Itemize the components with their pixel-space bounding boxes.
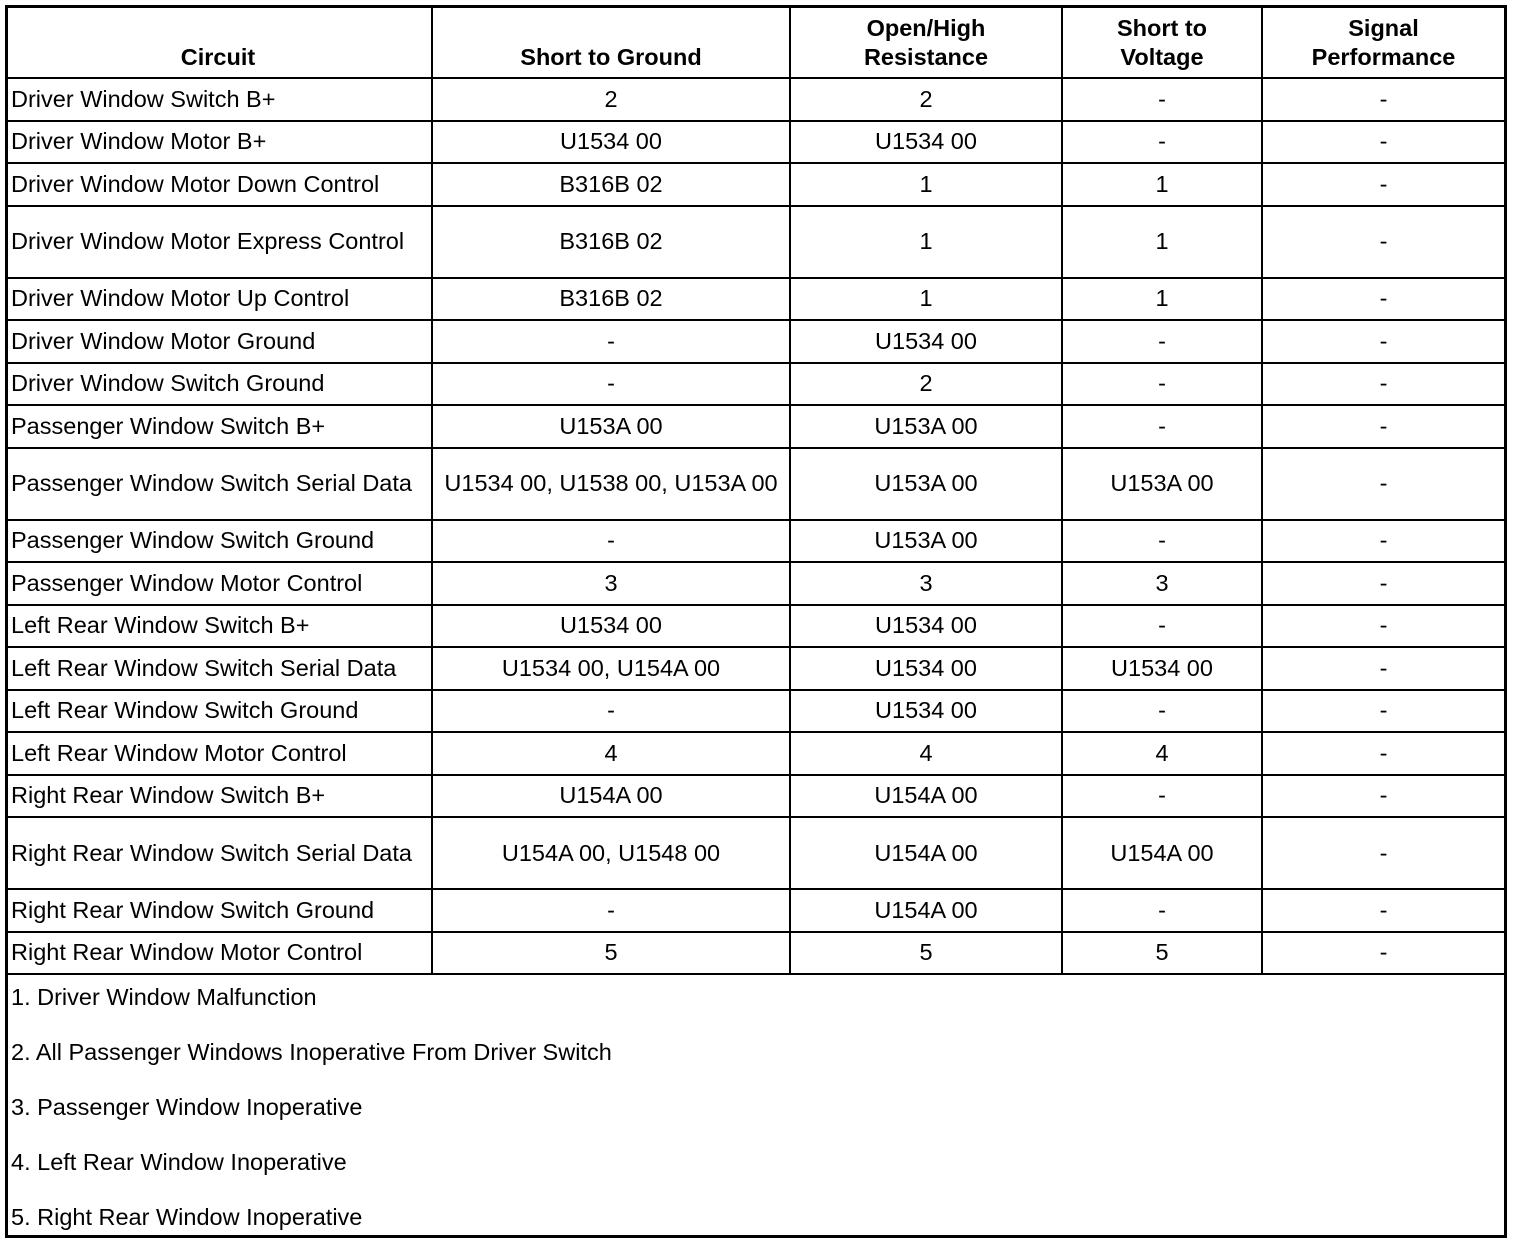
cell-circuit: Passenger Window Switch Ground (5, 520, 432, 563)
cell-short-to-ground: U1534 00, U154A 00 (432, 647, 790, 690)
cell-circuit: Driver Window Motor B+ (5, 121, 432, 164)
header-short-to-voltage-line2: Voltage (1120, 44, 1204, 70)
cell-short-to-voltage: - (1062, 690, 1262, 733)
cell-signal-performance: - (1262, 363, 1504, 406)
header-short-to-ground-text: Short to Ground (520, 44, 702, 70)
cell-open-high: U153A 00 (790, 520, 1062, 563)
cell-signal-performance: - (1262, 889, 1504, 932)
header-open-high-resistance (790, 5, 1062, 78)
cell-open-high: U153A 00 (790, 405, 1062, 448)
header-signal-line2: Performance (1311, 44, 1456, 70)
cell-signal-performance: - (1262, 647, 1504, 690)
cell-signal-performance: - (1262, 690, 1504, 733)
cell-circuit: Right Rear Window Switch B+ (5, 775, 432, 818)
cell-open-high: 4 (790, 732, 1062, 775)
table-row (5, 405, 1504, 448)
cell-circuit: Driver Window Switch Ground (5, 363, 432, 406)
cell-open-high: U1534 00 (790, 605, 1062, 648)
table-row (5, 732, 1504, 775)
table-row (5, 448, 1504, 520)
table-row (5, 320, 1504, 363)
cell-circuit: Left Rear Window Switch Ground (5, 690, 432, 733)
note-item: 2. All Passenger Windows Inoperative From Driver Switch (11, 1039, 612, 1065)
cell-short-to-voltage: - (1062, 363, 1262, 406)
cell-short-to-ground: U154A 00, U1548 00 (432, 817, 790, 889)
table-row (5, 121, 1504, 164)
cell-circuit: Left Rear Window Switch B+ (5, 605, 432, 648)
cell-circuit: Left Rear Window Switch Serial Data (5, 647, 432, 690)
cell-open-high: 5 (790, 932, 1062, 975)
cell-short-to-voltage: - (1062, 889, 1262, 932)
cell-signal-performance: - (1262, 78, 1504, 121)
cell-open-high: U154A 00 (790, 889, 1062, 932)
cell-short-to-ground: U154A 00 (432, 775, 790, 818)
cell-circuit: Driver Window Motor Express Control (5, 206, 432, 278)
header-signal-performance (1262, 5, 1504, 78)
table-row (5, 206, 1504, 278)
cell-short-to-voltage: - (1062, 405, 1262, 448)
cell-short-to-ground: - (432, 520, 790, 563)
cell-open-high: U154A 00 (790, 775, 1062, 818)
cell-short-to-voltage: - (1062, 320, 1262, 363)
cell-short-to-voltage: 1 (1062, 206, 1262, 278)
cell-short-to-ground: 4 (432, 732, 790, 775)
header-circuit-text: Circuit (180, 44, 256, 70)
cell-circuit: Right Rear Window Switch Ground (5, 889, 432, 932)
table-row (5, 775, 1504, 818)
cell-open-high: 2 (790, 363, 1062, 406)
cell-signal-performance: - (1262, 405, 1504, 448)
table-row (5, 605, 1504, 648)
note-item: 3. Passenger Window Inoperative (11, 1094, 363, 1120)
cell-signal-performance: - (1262, 732, 1504, 775)
table-row (5, 932, 1504, 975)
header-row (5, 5, 1504, 78)
cell-short-to-voltage: - (1062, 605, 1262, 648)
cell-short-to-voltage: - (1062, 775, 1262, 818)
cell-short-to-ground: - (432, 889, 790, 932)
cell-short-to-voltage: - (1062, 78, 1262, 121)
cell-short-to-ground: 3 (432, 562, 790, 605)
header-short-to-ground (432, 5, 790, 78)
cell-short-to-ground: U1534 00 (432, 605, 790, 648)
circuit-diagnostic-table (5, 5, 1504, 1250)
cell-short-to-ground: U1534 00 (432, 121, 790, 164)
cell-open-high: U154A 00 (790, 817, 1062, 889)
table-row (5, 889, 1504, 932)
cell-short-to-voltage: U1534 00 (1062, 647, 1262, 690)
cell-open-high: 2 (790, 78, 1062, 121)
notes-row (5, 974, 1504, 1250)
cell-short-to-voltage: 3 (1062, 562, 1262, 605)
cell-short-to-voltage: - (1062, 520, 1262, 563)
cell-open-high: U1534 00 (790, 647, 1062, 690)
cell-signal-performance: - (1262, 121, 1504, 164)
cell-short-to-ground: B316B 02 (432, 278, 790, 321)
cell-short-to-voltage: U154A 00 (1062, 817, 1262, 889)
cell-open-high: U153A 00 (790, 448, 1062, 520)
cell-circuit: Driver Window Motor Down Control (5, 163, 432, 206)
cell-short-to-ground: B316B 02 (432, 206, 790, 278)
cell-open-high: 1 (790, 206, 1062, 278)
cell-signal-performance: - (1262, 775, 1504, 818)
cell-open-high: U1534 00 (790, 121, 1062, 164)
cell-circuit: Passenger Window Motor Control (5, 562, 432, 605)
cell-signal-performance: - (1262, 932, 1504, 975)
cell-signal-performance: - (1262, 163, 1504, 206)
header-short-to-voltage (1062, 5, 1262, 78)
table-row (5, 363, 1504, 406)
header-open-high-line2: Resistance (863, 44, 989, 70)
cell-signal-performance: - (1262, 278, 1504, 321)
table-row (5, 278, 1504, 321)
cell-signal-performance: - (1262, 562, 1504, 605)
cell-short-to-ground: - (432, 320, 790, 363)
cell-short-to-ground: U153A 00 (432, 405, 790, 448)
cell-open-high: 1 (790, 163, 1062, 206)
cell-short-to-voltage: 5 (1062, 932, 1262, 975)
cell-circuit: Driver Window Motor Up Control (5, 278, 432, 321)
header-signal-line1: Signal (1348, 15, 1419, 41)
cell-short-to-ground: B316B 02 (432, 163, 790, 206)
notes-cell (5, 974, 1504, 1250)
cell-signal-performance: - (1262, 520, 1504, 563)
cell-short-to-ground: 5 (432, 932, 790, 975)
cell-circuit: Left Rear Window Motor Control (5, 732, 432, 775)
note-item: 5. Right Rear Window Inoperative (11, 1204, 363, 1230)
table-row (5, 163, 1504, 206)
cell-open-high: 3 (790, 562, 1062, 605)
table-row (5, 647, 1504, 690)
cell-short-to-ground: - (432, 690, 790, 733)
cell-short-to-voltage: 1 (1062, 163, 1262, 206)
cell-short-to-voltage: 4 (1062, 732, 1262, 775)
table-row (5, 690, 1504, 733)
cell-short-to-ground: 2 (432, 78, 790, 121)
cell-signal-performance: - (1262, 320, 1504, 363)
cell-short-to-ground: U1534 00, U1538 00, U153A 00 (432, 448, 790, 520)
cell-short-to-voltage: - (1062, 121, 1262, 164)
header-open-high-line1: Open/High (866, 15, 986, 41)
cell-circuit: Right Rear Window Switch Serial Data (5, 817, 432, 889)
cell-signal-performance: - (1262, 448, 1504, 520)
header-short-to-voltage-line1: Short to (1116, 15, 1208, 41)
cell-short-to-voltage: 1 (1062, 278, 1262, 321)
cell-open-high: U1534 00 (790, 690, 1062, 733)
cell-signal-performance: - (1262, 206, 1504, 278)
cell-circuit: Driver Window Motor Ground (5, 320, 432, 363)
note-item: 1. Driver Window Malfunction (11, 984, 317, 1010)
cell-circuit: Passenger Window Switch B+ (5, 405, 432, 448)
cell-signal-performance: - (1262, 605, 1504, 648)
table-row (5, 562, 1504, 605)
cell-open-high: U1534 00 (790, 320, 1062, 363)
table-row (5, 817, 1504, 889)
cell-circuit: Passenger Window Switch Serial Data (5, 448, 432, 520)
table-row (5, 520, 1504, 563)
cell-short-to-ground: - (432, 363, 790, 406)
cell-short-to-voltage: U153A 00 (1062, 448, 1262, 520)
cell-circuit: Right Rear Window Motor Control (5, 932, 432, 975)
cell-circuit: Driver Window Switch B+ (5, 78, 432, 121)
cell-signal-performance: - (1262, 817, 1504, 889)
note-item: 4. Left Rear Window Inoperative (11, 1149, 347, 1175)
cell-open-high: 1 (790, 278, 1062, 321)
header-circuit (5, 5, 432, 78)
table-row (5, 78, 1504, 121)
